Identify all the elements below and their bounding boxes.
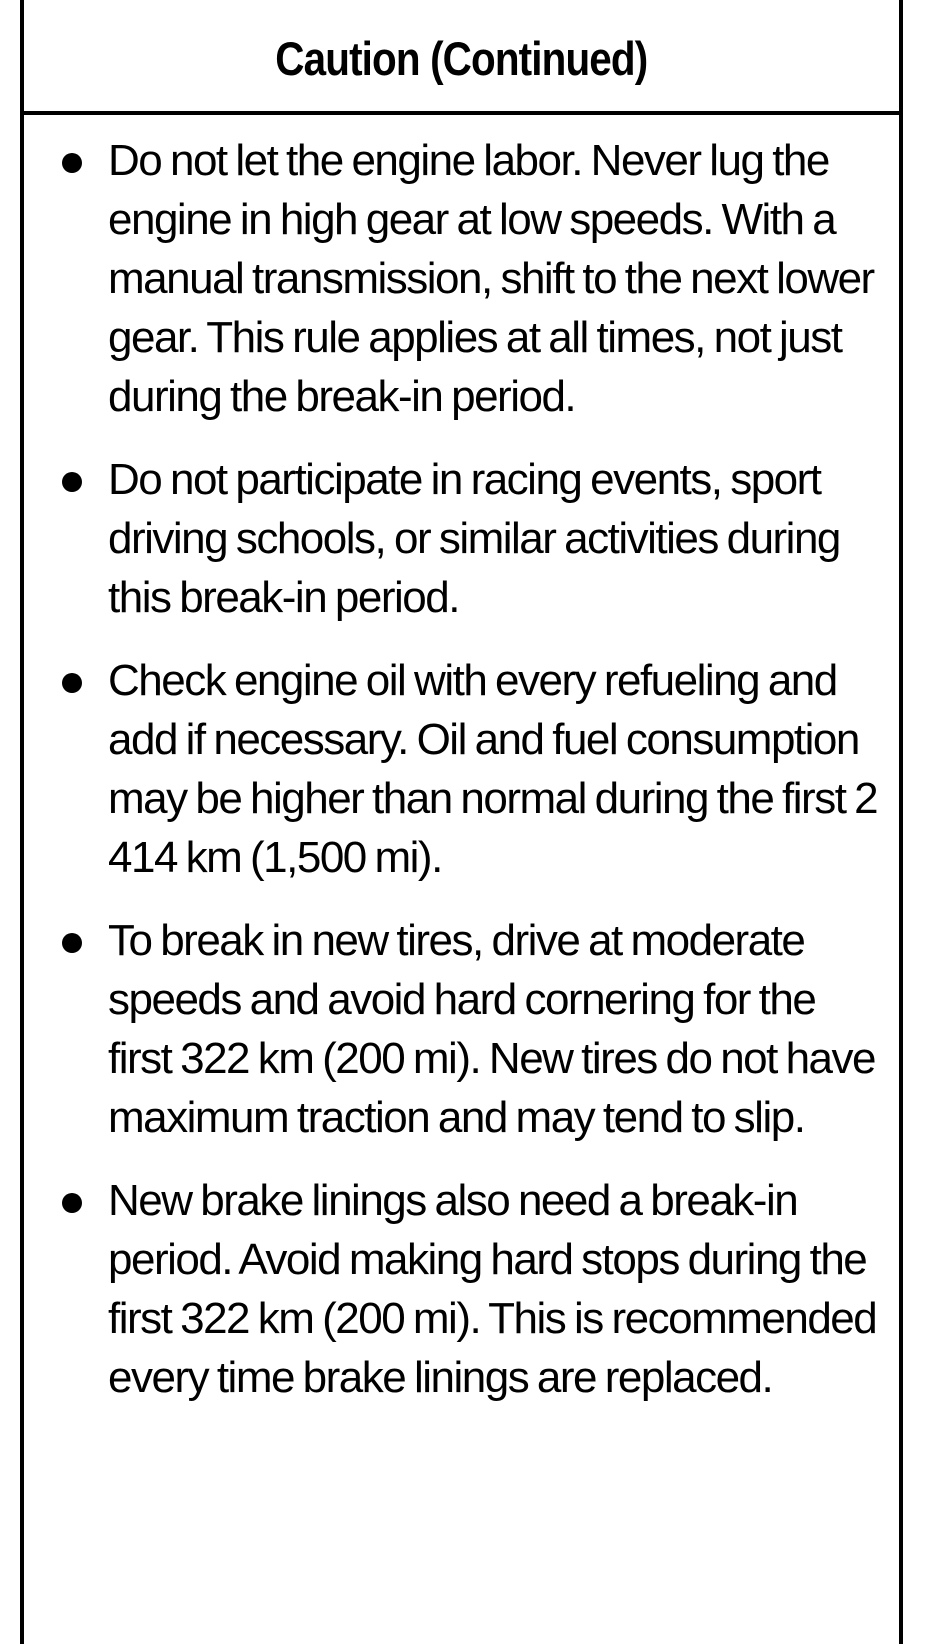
caution-item-text: To break in new tires, drive at moderate speeds and avoid hard cornering for the first 322 km (200 mi). New tires do not have maximum traction and may tend to slip.: [108, 916, 875, 1142]
caution-item-text: Check engine oil with every refueling and add if necessary. Oil and fuel consumption may be higher than normal during the first 2 414 km (1,500 mi).: [108, 656, 878, 882]
caution-box: [20, 0, 903, 1644]
bullet-icon: [62, 153, 82, 173]
caution-item: [24, 651, 899, 887]
caution-item: [24, 1171, 899, 1407]
caution-header: [24, 0, 899, 115]
bullet-icon: [62, 933, 82, 953]
caution-title: Caution (Continued): [275, 32, 648, 85]
caution-list: [24, 115, 899, 1407]
caution-item: [24, 131, 899, 426]
caution-item: [24, 911, 899, 1147]
bullet-icon: [62, 1193, 82, 1213]
bullet-icon: [62, 673, 82, 693]
caution-item: [24, 450, 899, 627]
caution-item-text: New brake linings also need a break-in period. Avoid making hard stops during the first 322 km (200 mi). This is recommended every time brake linings are replaced.: [108, 1176, 877, 1402]
caution-item-text: Do not let the engine labor. Never lug the engine in high gear at low speeds. With a manual transmission, shift to the next lower gear. This rule applies at all times, not just during the break-in period.: [108, 136, 874, 421]
caution-item-text: Do not participate in racing events, sport driving schools, or similar activities during this break-in period.: [108, 455, 840, 622]
bullet-icon: [62, 472, 82, 492]
